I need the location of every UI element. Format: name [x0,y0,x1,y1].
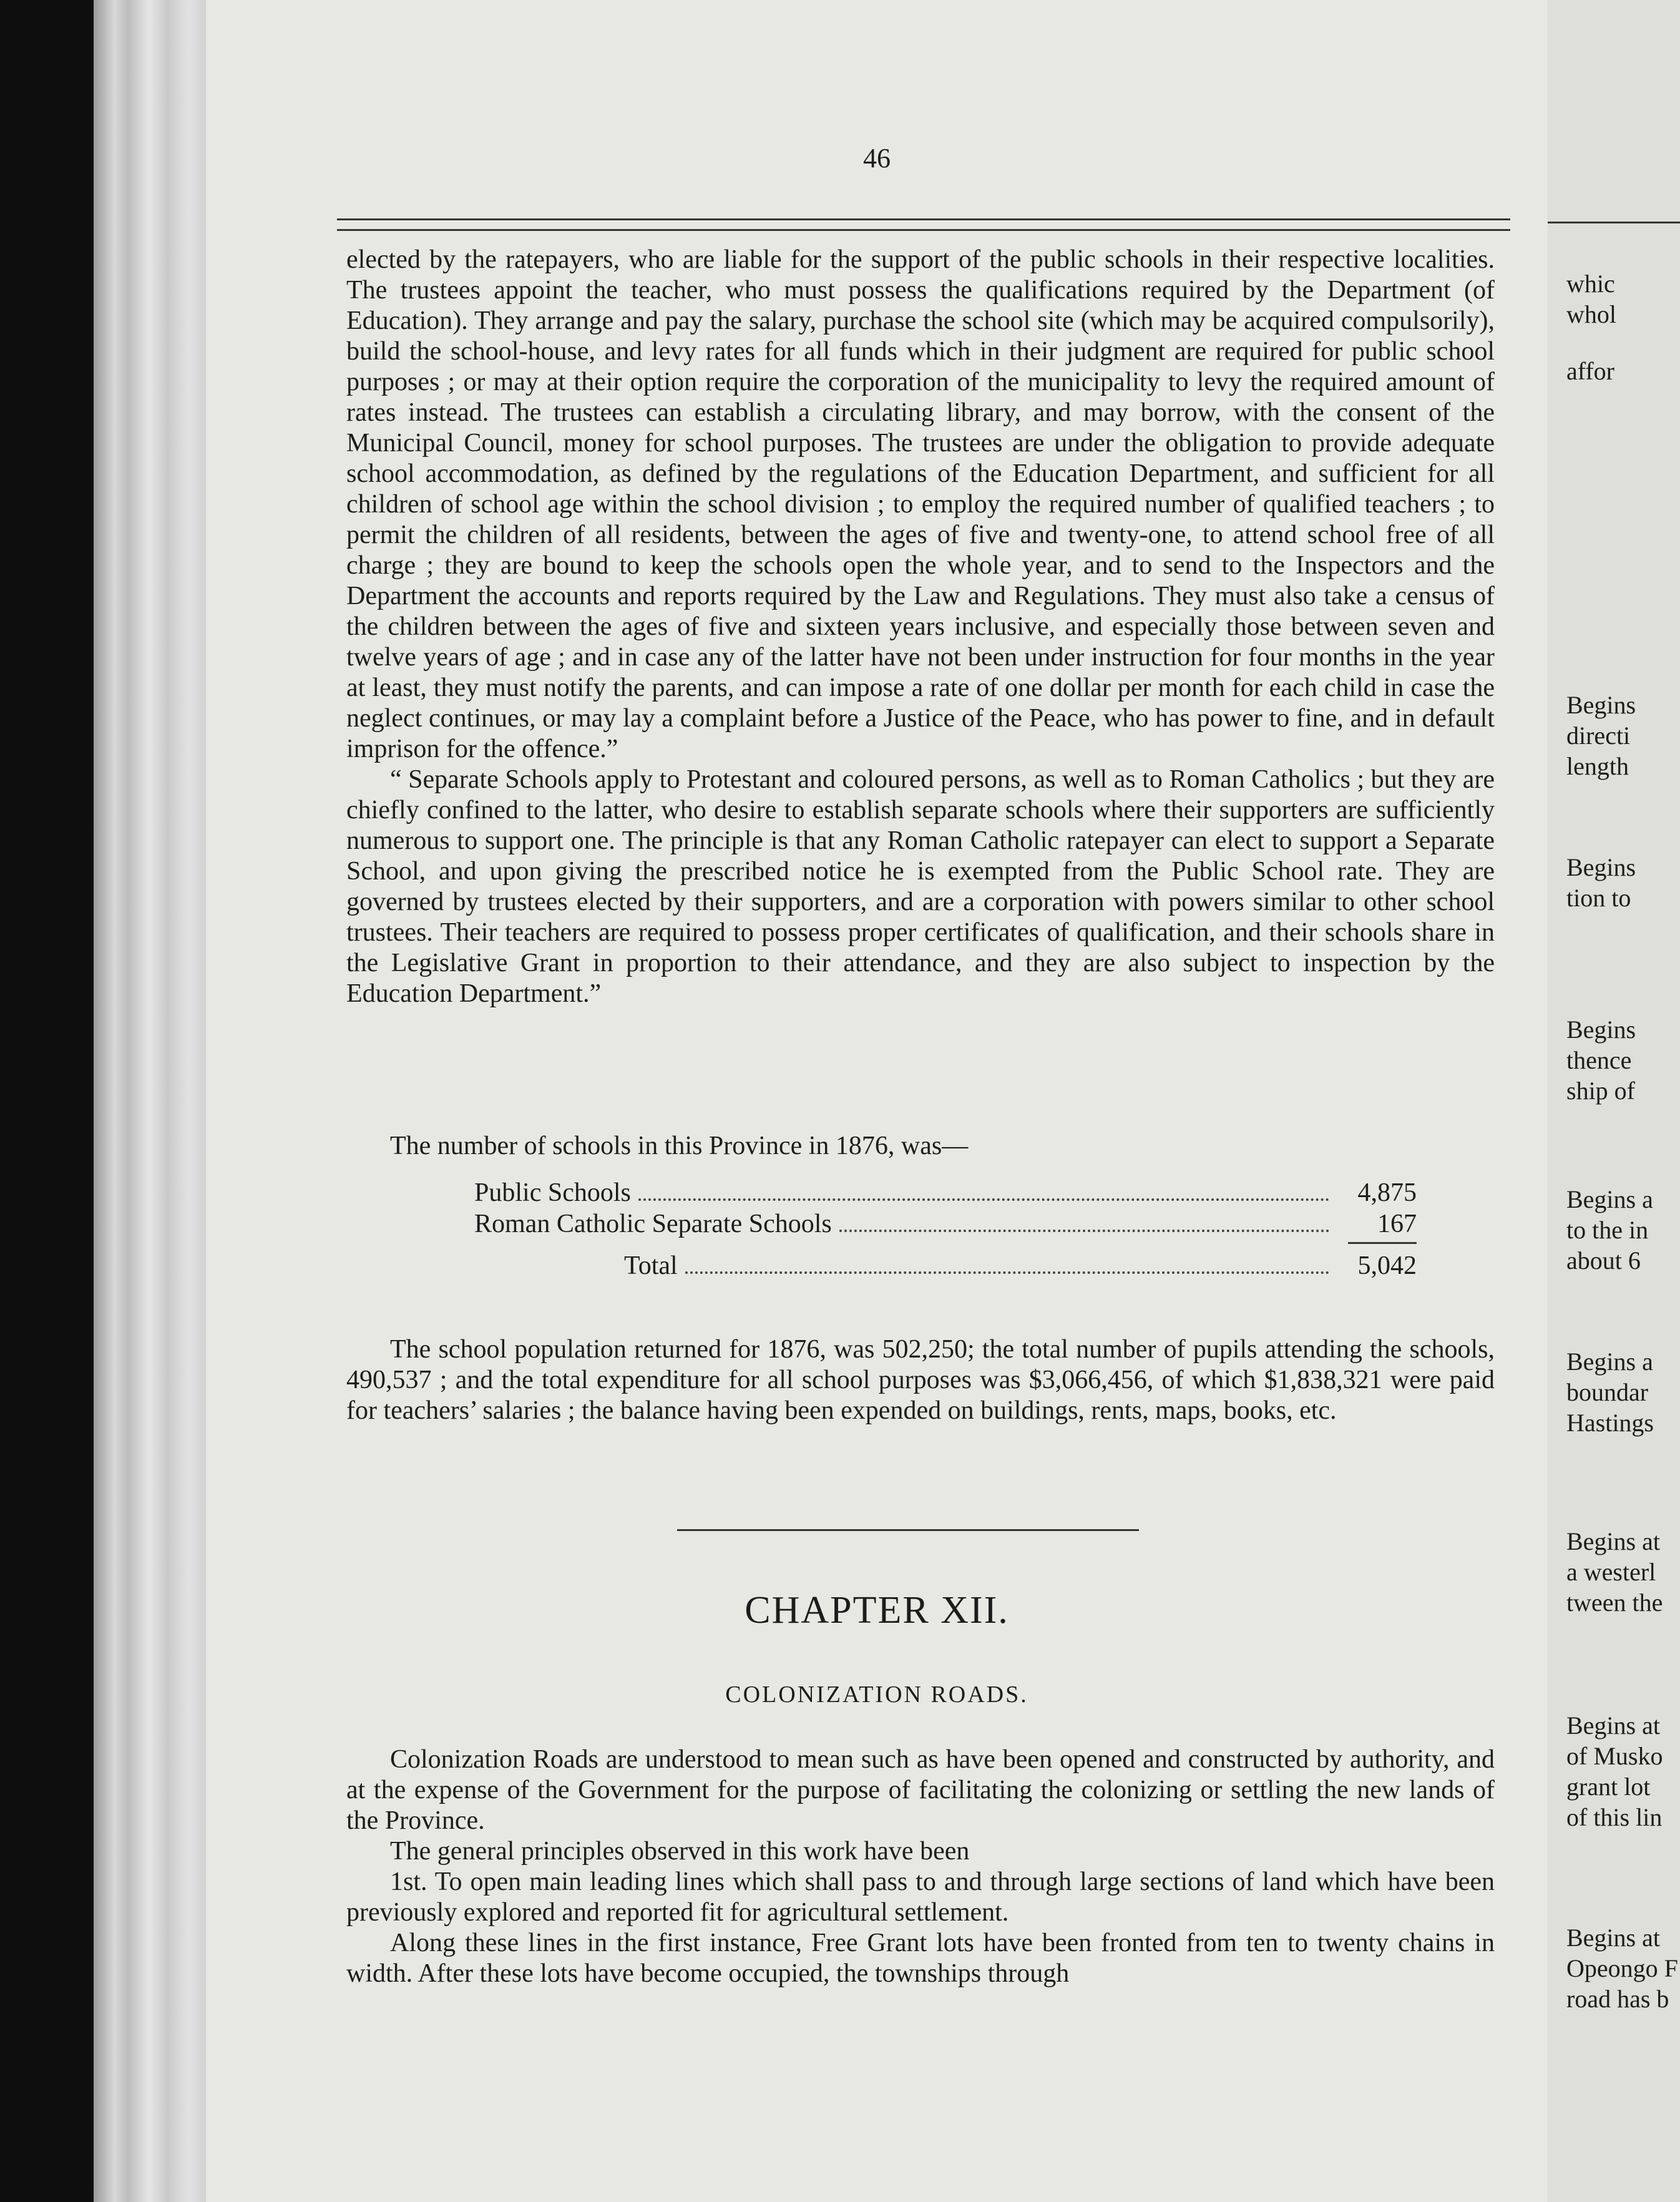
table-total-row [474,1250,1417,1281]
fragment-line: Begins a [1566,1185,1653,1213]
schools-table [474,1177,1548,1281]
header-double-rule [337,218,1510,231]
paragraph-free-grant: Along these lines in the first instance, Free Grant lots have been fronted from ten to twenty chains in width. After these lots have become occupied, the townships through [346,1929,1495,1988]
fragment-line: of this lin [1566,1803,1663,1831]
paragraph-population: The school population returned for 1876, was 502,250; the total number of pupils attending the schools, 490,537 ; and the total expenditure for all school purposes was $3,066,456, of which $1,838,321 were paid for teachers’ salaries ; the balance having been expended on buildings, rents, maps, books, etc. [346,1335,1495,1425]
table-row [474,1177,1417,1208]
facing-header-rule [1548,222,1680,223]
document-page [206,0,1548,2202]
fragment-line: Begins at [1566,1527,1660,1555]
fragment-line: Hastings [1566,1409,1654,1437]
facing-page-fragment [1566,1184,1653,1276]
section-separator [677,1529,1139,1531]
fragment-line: of Musko [1566,1742,1663,1770]
dot-leader [685,1271,1329,1274]
row-label: Public Schools [474,1178,631,1207]
paragraph-separate-schools: “ Separate Schools apply to Protestant and coloured persons, as well as to Roman Catholics ; but they are chiefly confined to the latter, who desire to establish separate schools where their supporters are sufficiently numerous to support one. The principle is that any Roman Catholic ratepayer can elect to support a Separate School, and upon giving the prescribed notice he is exempted from the Public School rate. They are governed by trustees elected by their supporters, and are a corporation with powers similar to other school trustees. Their teachers are required to possess proper certificates of qualification, and their schools share in the Legislative Grant in proportion to their attendance, and they are also subject to inspection by the Education Department.” [346,765,1495,1008]
fragment-line: Begins at [1566,1924,1660,1952]
dot-leader [638,1198,1329,1201]
paragraph-principles: The general principles observed in this work have been [390,1837,970,1866]
paragraph-definition: Colonization Roads are understood to mean such as have been opened and constructed by authority, and at the expense of the Government for the purpose of facilitating the colonizing or settling the new lands of the Province. [346,1745,1495,1835]
facing-page [1548,0,1680,2202]
facing-page-fragment [1566,268,1616,330]
fragment-line: Begins a [1566,1348,1653,1376]
facing-page-fragment [1566,1346,1654,1438]
facing-page-fragment [1566,1710,1663,1833]
fragment-line: to the in [1566,1216,1649,1244]
row-label: Roman Catholic Separate Schools [474,1210,832,1238]
paragraph-first-principle: 1st. To open main leading lines which shall pass to and through large sections of land which have been previously explored and reported fit for agricultural settlement. [346,1867,1495,1927]
row-value: 167 [1377,1210,1417,1238]
chapter-title: CHAPTER XII. [745,1589,1009,1632]
fragment-line: ship of [1566,1077,1635,1105]
fragment-line: tween the [1566,1588,1663,1617]
fragment-line: length [1566,752,1629,780]
fragment-line: Begins [1566,691,1636,719]
section-title: COLONIZATION ROADS. [725,1681,1028,1708]
fragment-line: Opeongo F [1566,1954,1678,1982]
total-rule [1348,1242,1417,1250]
fragment-line: affor [1566,357,1614,385]
table-row [474,1208,1417,1240]
fragment-line: Begins at [1566,1711,1660,1740]
paragraph-trustees: elected by the ratepayers, who are liable for the support of the public schools in their respective localities. The trustees appoint the teacher, who must possess the qualifications required by the Department (of Education). They arrange and pay the salary, purchase the school site (which may be acquired compulsorily), build the school-house, and levy rates for all funds which in their judgment are required for public school purposes ; or may at their option require the corporation of the municipality to levy the required amount of rates instead. The trustees can establish a circulating library, and may borrow, with the consent of the Municipal Council, money for school purposes. The trustees are under the obligation to provide adequate school accommodation, as defined by the regulations of the Education Department, and sufficient for all children of school age within the school division ; to employ the required number of qualified teachers ; to permit the children of all residents, between the ages of five and twenty-one, to attend school free of all charge ; they are bound to keep the schools open the whole year, and to send to the Inspectors and the Department the accounts and reports required by the Law and Regulations. They must also take a census of the children between the ages of five and sixteen years inclusive, and especially those between seven and twelve years of age ; and in case any of the latter have not been under instruction for four months in the year at least, they must notify the parents, and can impose a rate of one dollar per month for each child in case the neglect continues, or may lay a complaint before a Justice of the Peace, who has power to fine, and in default imprison for the offence.” [346,245,1495,763]
fragment-line: road has b [1566,1985,1669,2013]
total-value: 5,042 [1357,1251,1417,1280]
facing-page-fragment [1566,1922,1678,2014]
population-text [346,1334,1495,1426]
dot-leader [839,1230,1329,1232]
fragment-line: thence [1566,1046,1632,1074]
fragment-line: whic [1566,270,1615,298]
facing-page-fragment [1566,356,1614,386]
fragment-line: grant lot [1566,1773,1651,1801]
fragment-line: whol [1566,300,1616,328]
colonization-text [346,1744,1495,1989]
fragment-line: boundar [1566,1378,1649,1406]
schools-count-intro: The number of schools in this Province in 1876, was— [390,1132,969,1160]
fragment-line: Begins [1566,1015,1636,1044]
book-binding-edge [94,0,209,2202]
facing-page-fragment [1566,1526,1663,1618]
fragment-line: Begins [1566,853,1636,881]
row-value: 4,875 [1357,1178,1417,1207]
fragment-line: about 6 [1566,1246,1641,1275]
total-label: Total [624,1251,678,1280]
fragment-line: directi [1566,722,1631,750]
fragment-line: tion to [1566,884,1631,912]
page-number: 46 [863,143,891,174]
fragment-line: a westerl [1566,1558,1656,1586]
facing-page-fragment [1566,690,1636,781]
upper-body-text [346,245,1495,1009]
facing-page-fragment [1566,852,1636,913]
facing-page-fragment [1566,1014,1636,1106]
